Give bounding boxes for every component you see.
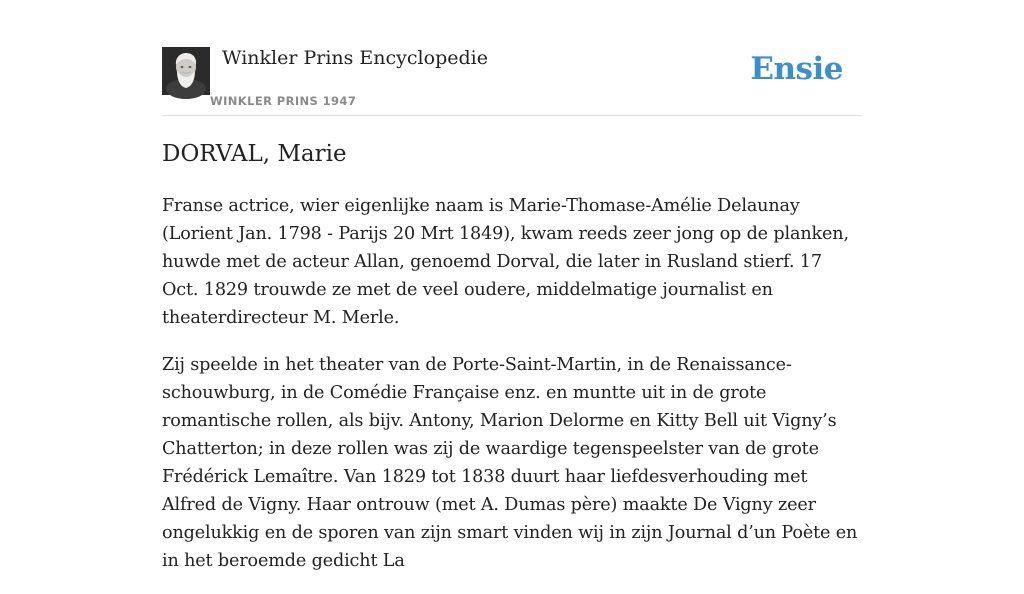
publication-name[interactable]: Winkler Prins Encyclopedie <box>222 47 488 69</box>
brand-logo[interactable]: Ensie <box>750 51 843 87</box>
avatar[interactable] <box>162 47 210 95</box>
article-title: DORVAL, Marie <box>162 141 347 167</box>
page <box>162 0 862 571</box>
publication-subtitle[interactable]: WINKLER PRINS 1947 <box>210 94 357 108</box>
article-paragraph: Zij speelde in het theater van de Porte-Saint-Martin, in de Renaissance-schouwburg, in de Comédie Française enz. en muntte uit in de grote romantische rollen, als bijv. Antony, Marion Delorme en Kitty Bell uit Vigny’s Chatterton; in deze rollen was zij de waardige tegenspeelster van de grote Frédérick Lemaître. Van 1829 tot 1838 duurt haar liefdesverhouding met Alfred de Vigny. Haar ontrouw (met A. Dumas père) maakte De Vigny zeer ongelukkig en de sporen van zijn smart vinden wij in zijn Journal d’un Poète en in het beroemde gedicht La <box>162 355 858 571</box>
header-divider <box>162 115 862 116</box>
article-body <box>162 192 862 594</box>
article-paragraph: Franse actrice, wier eigenlijke naam is Marie-Thomase-Amélie Delaunay (Lorient Jan. 1798 - Parijs 20 Mrt 1849), kwam reeds zeer jong op de planken, huwde met de acteur Allan, genoemd Dorval, die later in Rusland stierf. 17 Oct. 1829 trouwde ze met de veel oudere, middelmatige journalist en theaterdirecteur M. Merle. <box>162 196 849 328</box>
bearded-man-portrait-icon <box>162 47 210 95</box>
